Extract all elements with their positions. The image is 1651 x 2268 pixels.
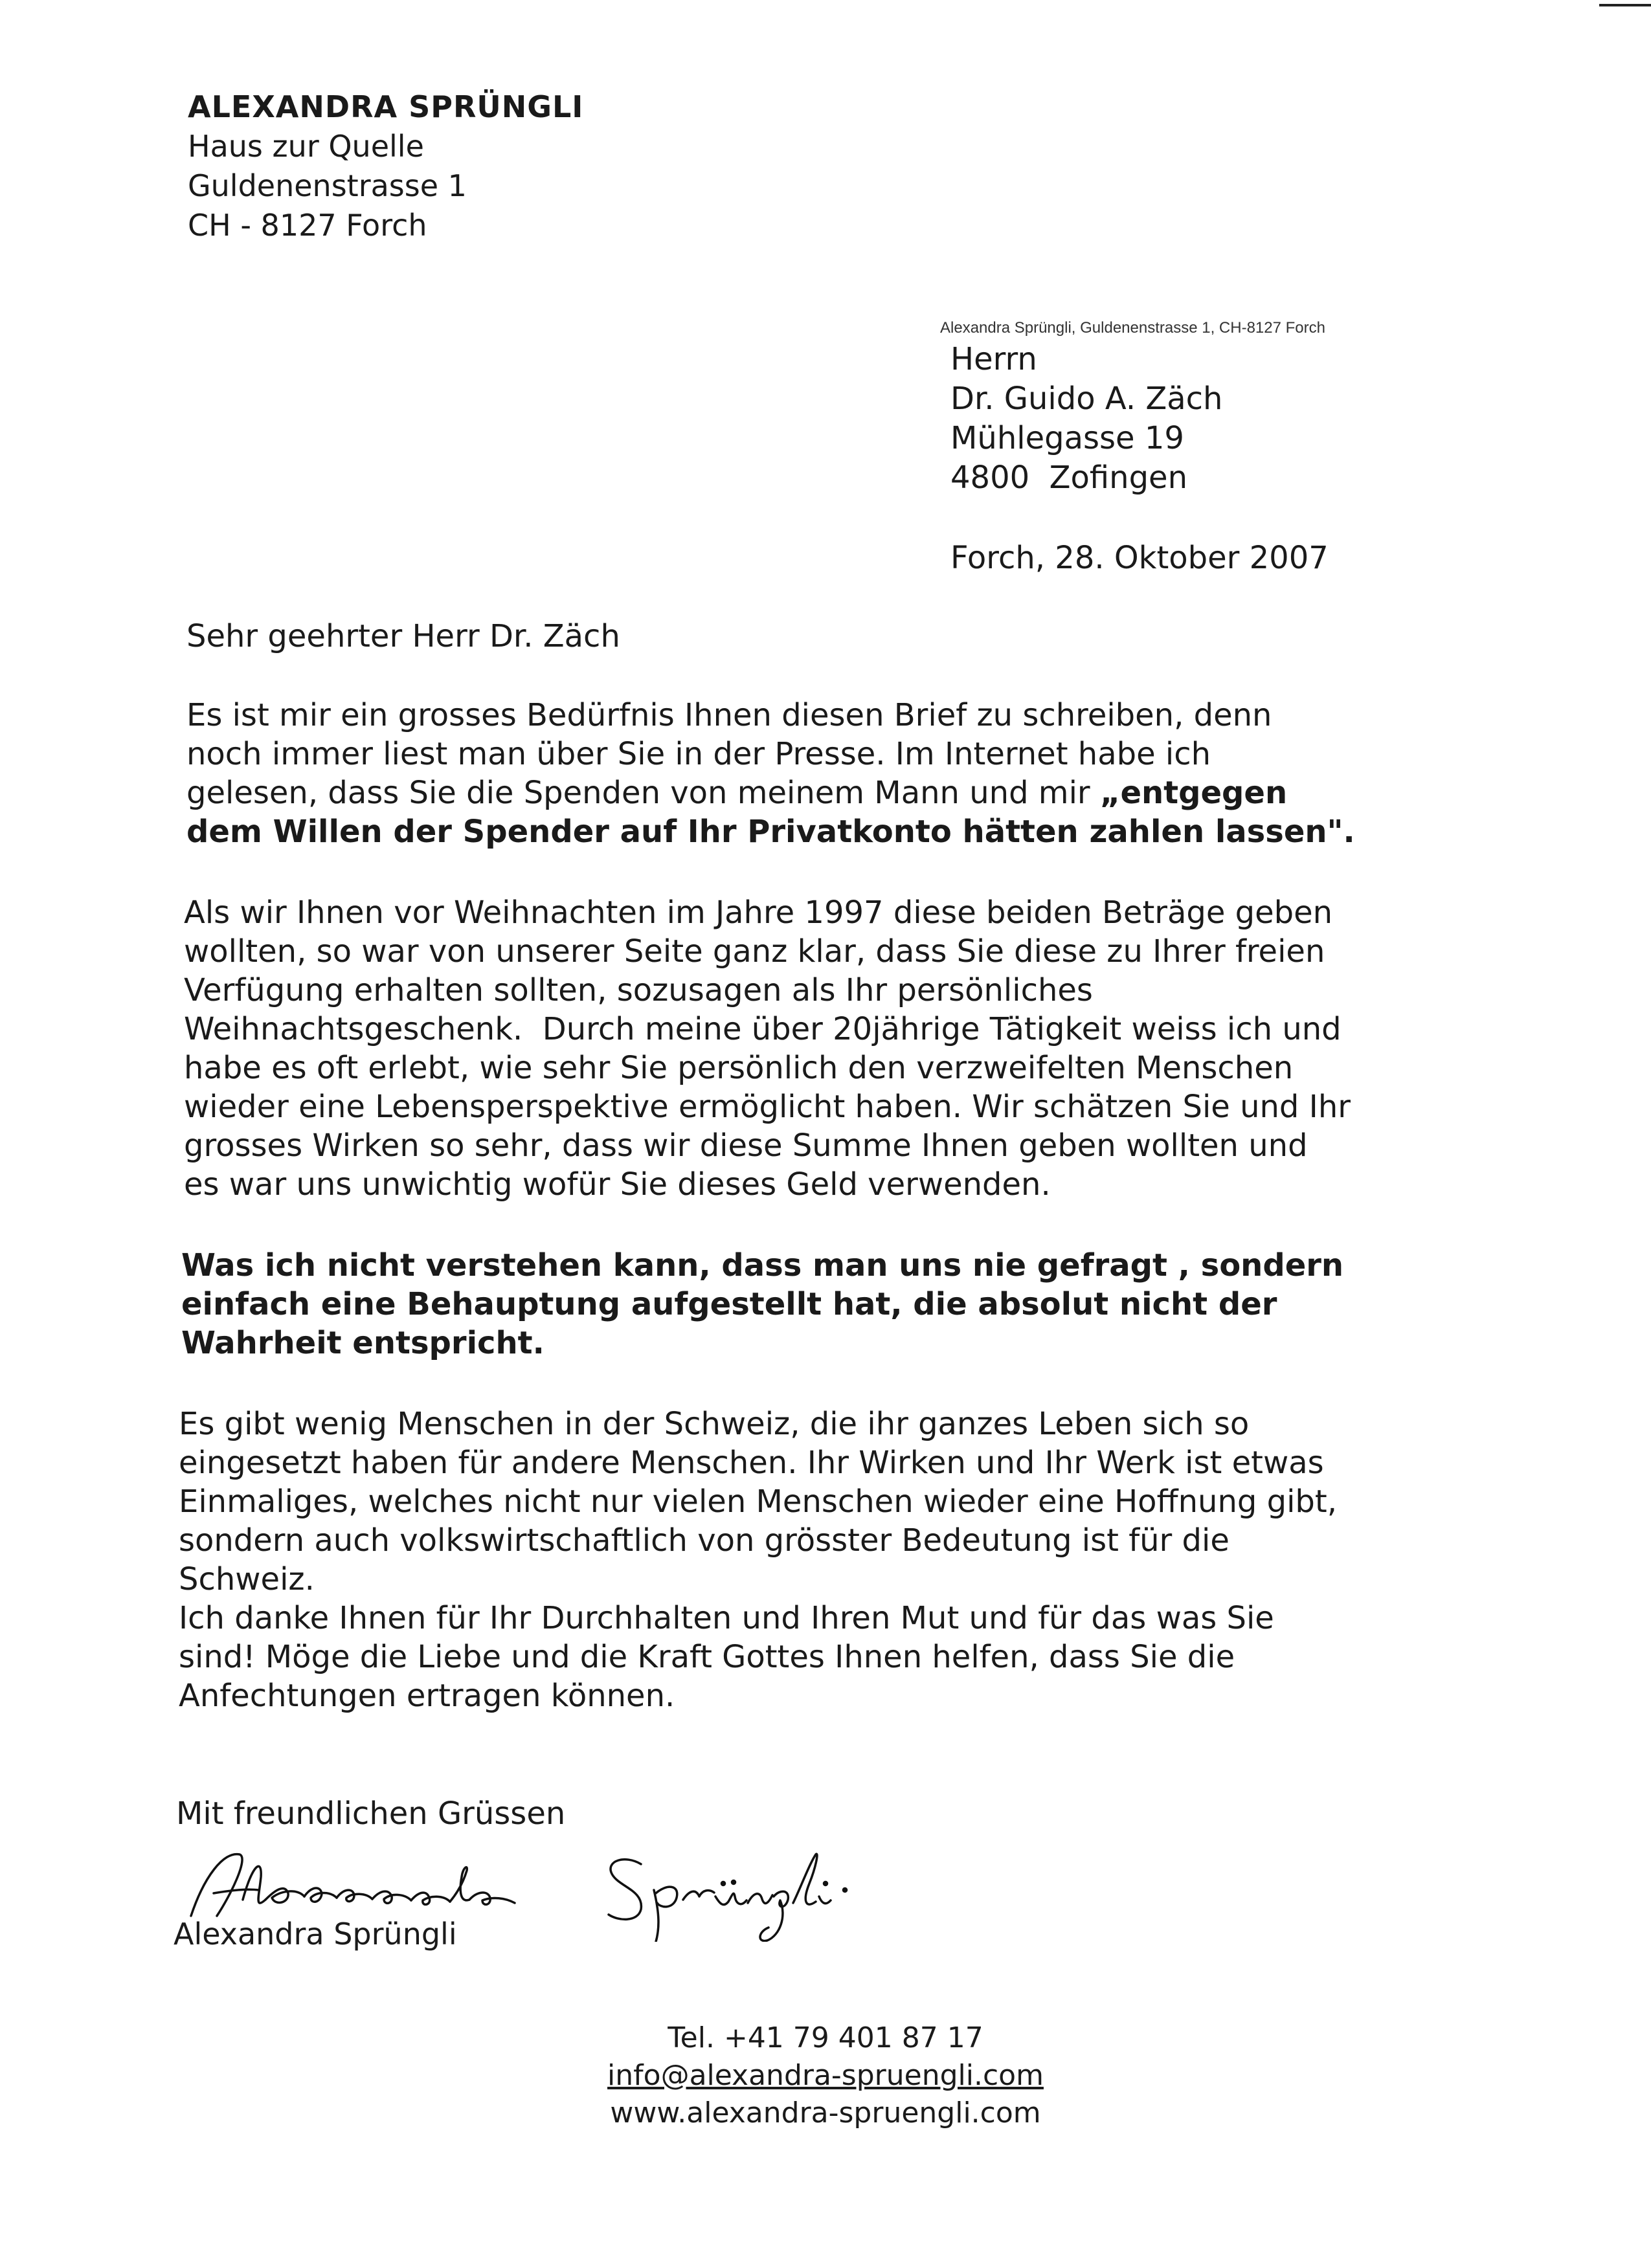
paragraph-3-bold	[181, 1246, 1343, 1362]
paragraph-line: Ich danke Ihnen für Ihr Durchhalten und Ihren Mut und für das was Sie	[179, 1600, 1274, 1636]
quote-bold-text: „entgegen	[1099, 775, 1288, 811]
sender-address-line: Guldenenstrasse 1	[188, 168, 467, 203]
paragraph-1	[186, 696, 1355, 851]
paragraph-line	[186, 773, 1355, 812]
paragraph-line: es war uns unwichtig wofür Sie dieses Geld verwenden.	[184, 1166, 1051, 1203]
paragraph-2	[184, 893, 1351, 1204]
contact-phone: Tel. +41 79 401 87 17	[668, 2021, 983, 2054]
sender-name: ALEXANDRA SPRÜNGLI	[188, 89, 584, 124]
paragraph-line: einfach eine Behauptung aufgestellt hat, die absolut nicht der	[181, 1286, 1277, 1322]
sender-block	[188, 87, 583, 245]
recipient-line: 4800 Zofingen	[950, 460, 1187, 496]
paragraph-line: wieder eine Lebensperspektive ermöglicht haben. Wir schätzen Sie und Ihr	[184, 1089, 1351, 1125]
paragraph-line: Als wir Ihnen vor Weihnachten im Jahre 1997 diese beiden Beträge geben	[184, 895, 1333, 931]
paragraph-line: Es ist mir ein grosses Bedürfnis Ihnen diesen Brief zu schreiben, denn	[186, 697, 1272, 733]
paragraph-line: noch immer liest man über Sie in der Presse. Im Internet habe ich	[186, 736, 1211, 772]
closing-greeting: Mit freundlichen Grüssen	[176, 1796, 566, 1832]
recipient-block	[950, 340, 1222, 498]
paragraph-line: sondern auch volkswirtschaftlich von grösster Bedeutung ist für die	[179, 1522, 1230, 1559]
scan-corner-mark	[1599, 4, 1651, 6]
paragraph-line: Wahrheit entspricht.	[181, 1325, 545, 1361]
return-address-line: Alexandra Sprüngli, Guldenenstrasse 1, CH-8127 Forch	[940, 319, 1325, 337]
paragraph-line: Einmaliges, welches nicht nur vielen Menschen wieder eine Hoffnung gibt,	[179, 1484, 1337, 1520]
paragraph-line: Schweiz.	[179, 1561, 315, 1597]
quote-bold-line: dem Willen der Spender auf Ihr Privatkonto hätten zahlen lassen".	[186, 814, 1355, 850]
paragraph-line: Was ich nicht verstehen kann, dass man uns nie gefragt , sondern	[181, 1247, 1344, 1284]
contact-block	[0, 2019, 1651, 2132]
recipient-line: Mühlegasse 19	[950, 420, 1184, 456]
paragraph-line: Anfechtungen ertragen können.	[179, 1678, 675, 1714]
letter-date: Forch, 28. Oktober 2007	[950, 540, 1329, 576]
contact-email-link[interactable]: info@alexandra-spruengli.com	[607, 2059, 1044, 2092]
paragraph-line: sind! Möge die Liebe und die Kraft Gottes Ihnen helfen, dass Sie die	[179, 1639, 1235, 1675]
paragraph-line: wollten, so war von unserer Seite ganz klar, dass Sie diese zu Ihrer freien	[184, 933, 1325, 970]
paragraph-line: Es gibt wenig Menschen in der Schweiz, die ihr ganzes Leben sich so	[179, 1406, 1250, 1442]
paragraph-line: eingesetzt haben für andere Menschen. Ihr Wirken und Ihr Werk ist etwas	[179, 1445, 1324, 1481]
sender-address-line: CH - 8127 Forch	[188, 208, 427, 243]
salutation: Sehr geehrter Herr Dr. Zäch	[186, 618, 620, 654]
paragraph-line: Verfügung erhalten sollten, sozusagen als Ihr persönliches	[184, 972, 1093, 1008]
paragraph-line: Weihnachtsgeschenk. Durch meine über 20jährige Tätigkeit weiss ich und	[184, 1011, 1342, 1047]
paragraph-text: gelesen, dass Sie die Spenden von meinem Mann und mir	[186, 775, 1100, 811]
recipient-line: Dr. Guido A. Zäch	[950, 381, 1223, 417]
paragraph-line: grosses Wirken so sehr, dass wir diese Summe Ihnen geben wollten und	[184, 1128, 1308, 1164]
paragraph-4	[179, 1405, 1337, 1715]
recipient-line: Herrn	[950, 341, 1037, 377]
sender-address-line: Haus zur Quelle	[188, 129, 424, 164]
signature-printed-name: Alexandra Sprüngli	[174, 1917, 457, 1951]
contact-website: www.alexandra-spruengli.com	[610, 2096, 1041, 2129]
paragraph-line: habe es oft erlebt, wie sehr Sie persönlich den verzweifelten Menschen	[184, 1050, 1294, 1086]
